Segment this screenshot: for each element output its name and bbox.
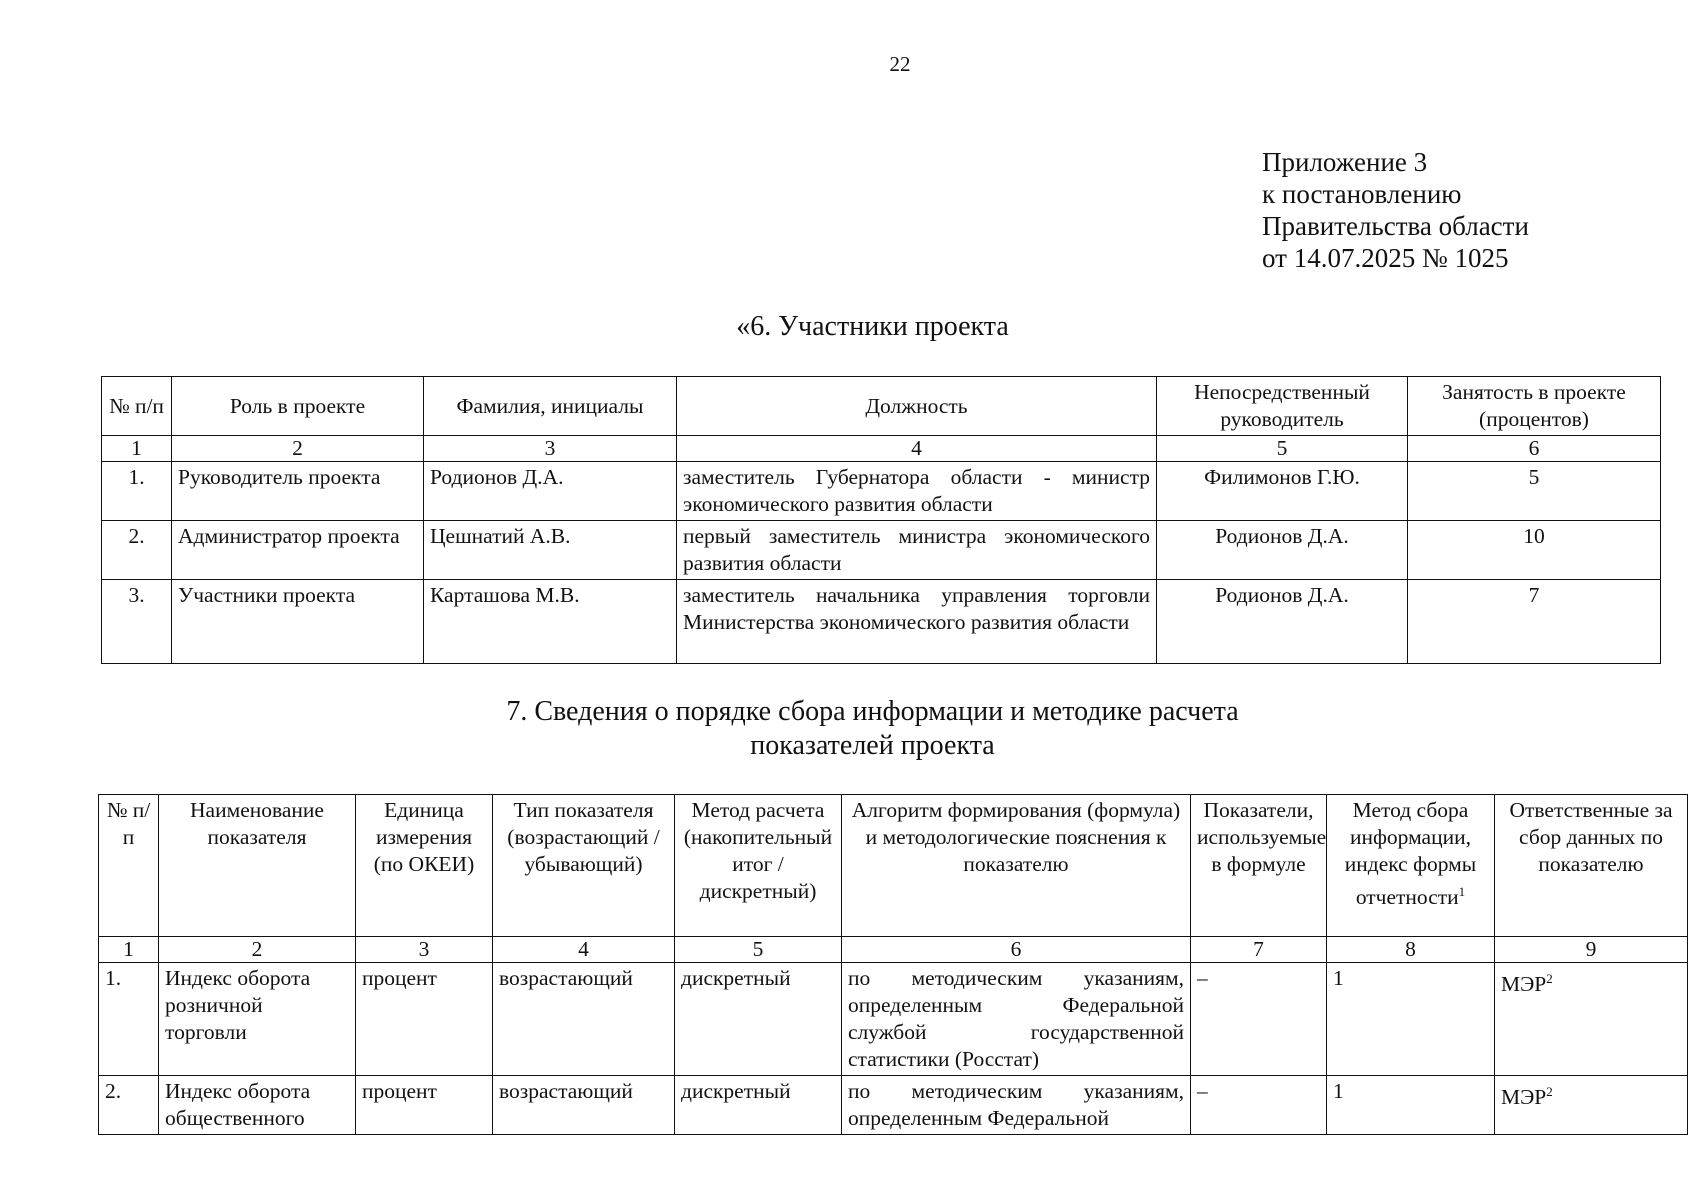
column-number: 6: [842, 937, 1191, 963]
section-6-title: «6. Участники проекта: [736, 311, 1009, 342]
page-number: 22: [889, 52, 911, 76]
appendix-line: Приложение 3: [1262, 147, 1428, 177]
appendix-block: [1262, 146, 1529, 274]
table-header-row: [102, 377, 1661, 436]
position-cell: первый заместитель министра экономического развития области: [677, 521, 1157, 580]
table-row: [102, 580, 1661, 664]
indicators-cell: –: [1191, 963, 1327, 1076]
column-number: 7: [1191, 937, 1327, 963]
column-number: 8: [1327, 937, 1495, 963]
name-cell: Цешнатий А.В.: [424, 521, 677, 580]
method-cell: дискретный: [675, 1076, 842, 1135]
column-number: 6: [1408, 436, 1661, 462]
employment-cell: 5: [1408, 462, 1661, 521]
indicator-name-cell: Индекс оборота розничной торговли: [159, 963, 356, 1076]
column-number-row: [99, 937, 1688, 963]
column-number: 2: [172, 436, 424, 462]
table-row: [102, 521, 1661, 580]
column-number: 4: [677, 436, 1157, 462]
collection-method-cell: 1: [1327, 963, 1495, 1076]
section-7-title: [22, 695, 1701, 763]
method-cell: дискретный: [675, 963, 842, 1076]
column-number: 9: [1495, 937, 1688, 963]
header-cell: Ответственные за сбор данных по показателю: [1495, 795, 1688, 937]
employment-cell: 7: [1408, 580, 1661, 664]
footnote-mark: 2: [1546, 971, 1553, 986]
indicator-name-cell: Индекс оборота общественного: [159, 1076, 356, 1135]
header-cell: Наименование показателя: [159, 795, 356, 937]
header-cell: Единица измерения (по ОКЕИ): [356, 795, 493, 937]
position-cell: заместитель Губернатора области - министр экономического развития области: [677, 462, 1157, 521]
type-cell: возрастающий: [493, 1076, 675, 1135]
row-number: 3.: [102, 580, 172, 664]
appendix-line: Правительства области: [1262, 211, 1529, 241]
column-number: 1: [99, 937, 159, 963]
row-number: 2.: [102, 521, 172, 580]
header-cell: Показатели, используемые в формуле: [1191, 795, 1327, 937]
header-cell: Непосредственный руководитель: [1157, 377, 1408, 436]
role-cell: Участники проекта: [172, 580, 424, 664]
column-number: 5: [675, 937, 842, 963]
header-cell: № п/п: [99, 795, 159, 937]
name-cell: Родионов Д.А.: [424, 462, 677, 521]
indicators-table: [98, 794, 1688, 1135]
responsible-cell: [1495, 1076, 1688, 1135]
header-cell: Метод расчета (накопительный итог / дискретный): [675, 795, 842, 937]
manager-cell: Филимонов Г.Ю.: [1157, 462, 1408, 521]
header-cell: Алгоритм формирования (формула) и методологические пояснения к показателю: [842, 795, 1191, 937]
participants-table: [101, 376, 1661, 664]
row-number: 2.: [99, 1076, 159, 1135]
table-row: [102, 462, 1661, 521]
header-cell: Тип показателя (возрастающий / убывающий): [493, 795, 675, 937]
column-number: 1: [102, 436, 172, 462]
manager-cell: Родионов Д.А.: [1157, 521, 1408, 580]
algorithm-cell: по методическим указаниям, определенным Федеральной службой государственной статистики (Росстат): [842, 963, 1191, 1076]
table-header-row: [99, 795, 1688, 937]
manager-cell: Родионов Д.А.: [1157, 580, 1408, 664]
appendix-line: от 14.07.2025 № 1025: [1262, 243, 1509, 273]
responsible-text: МЭР: [1501, 972, 1547, 997]
header-text: Метод сбора информации, индекс формы отчетности: [1344, 798, 1477, 910]
header-cell: Роль в проекте: [172, 377, 424, 436]
column-number: 4: [493, 937, 675, 963]
name-cell: Карташова М.В.: [424, 580, 677, 664]
table-row: [99, 1076, 1688, 1135]
appendix-line: к постановлению: [1262, 179, 1462, 209]
section-7-title-line: 7. Сведения о порядке сбора информации и методике расчета: [506, 696, 1239, 727]
column-number: 3: [356, 937, 493, 963]
unit-cell: процент: [356, 1076, 493, 1135]
column-number: 3: [424, 436, 677, 462]
header-cell: [1327, 795, 1495, 937]
header-cell: № п/п: [102, 377, 172, 436]
employment-cell: 10: [1408, 521, 1661, 580]
header-cell: Занятость в проекте (процентов): [1408, 377, 1661, 436]
footnote-mark: 1: [1458, 884, 1466, 899]
section-7-title-line: показателей проекта: [750, 730, 995, 761]
column-number-row: [102, 436, 1661, 462]
header-cell: Должность: [677, 377, 1157, 436]
footnote-mark: 2: [1546, 1084, 1553, 1099]
responsible-cell: [1495, 963, 1688, 1076]
row-number: 1.: [99, 963, 159, 1076]
collection-method-cell: 1: [1327, 1076, 1495, 1135]
unit-cell: процент: [356, 963, 493, 1076]
responsible-text: МЭР: [1501, 1085, 1547, 1110]
role-cell: Администратор проекта: [172, 521, 424, 580]
column-number: 5: [1157, 436, 1408, 462]
column-number: 2: [159, 937, 356, 963]
row-number: 1.: [102, 462, 172, 521]
table-row: [99, 963, 1688, 1076]
header-cell: Фамилия, инициалы: [424, 377, 677, 436]
algorithm-cell: по методическим указаниям, определенным Федеральной: [842, 1076, 1191, 1135]
type-cell: возрастающий: [493, 963, 675, 1076]
role-cell: Руководитель проекта: [172, 462, 424, 521]
position-cell: заместитель начальника управления торговли Министерства экономического развития области: [677, 580, 1157, 664]
indicators-cell: –: [1191, 1076, 1327, 1135]
